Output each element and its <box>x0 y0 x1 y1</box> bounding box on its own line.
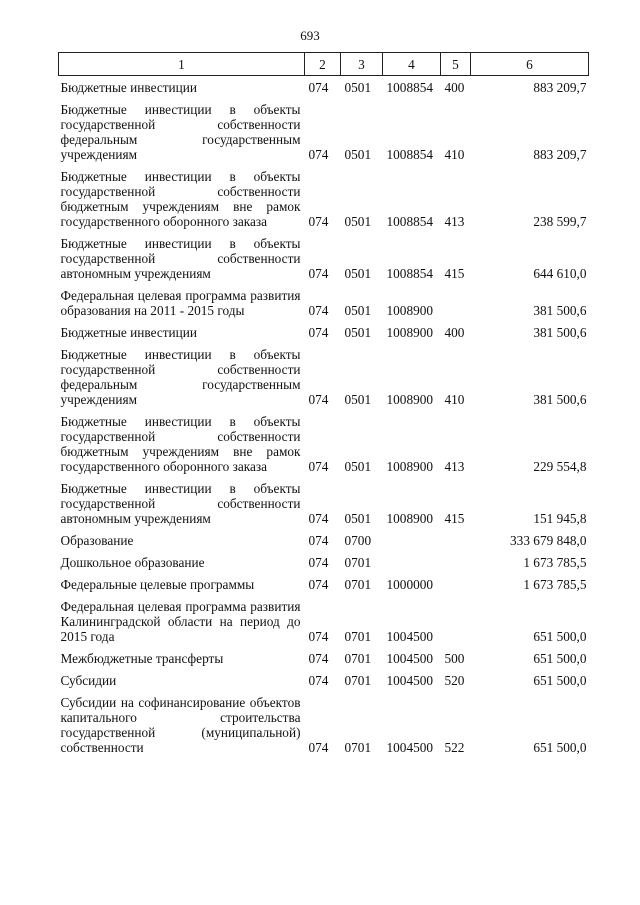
table-row <box>59 669 589 691</box>
header-col-4: 4 <box>383 53 441 76</box>
row-name: Межбюджетные трансферты <box>60 651 224 666</box>
row-ministry-code: 074 <box>308 577 329 592</box>
row-type-code <box>441 573 471 595</box>
row-target-code: 1004500 <box>386 673 434 688</box>
table-row <box>59 573 589 595</box>
row-ministry-code: 074 <box>308 325 329 340</box>
table-row <box>59 551 589 573</box>
row-name: Бюджетные инвестиции <box>60 325 198 340</box>
row-target-code: 1008900 <box>386 511 434 526</box>
row-type-code: 413 <box>444 459 465 474</box>
row-target-code: 1008900 <box>386 303 434 318</box>
header-col-6: 6 <box>471 53 589 76</box>
row-amount: 883 209,7 <box>533 147 587 162</box>
row-name: Бюджетные инвестиции в объекты государственной собственности бюджетным учреждениям вне рамок государственного оборонного заказа <box>60 414 301 474</box>
row-amount: 1 673 785,5 <box>523 577 587 592</box>
header-col-3: 3 <box>341 53 383 76</box>
row-amount: 151 945,8 <box>533 511 587 526</box>
table-row <box>59 284 589 321</box>
row-ministry-code: 074 <box>308 629 329 644</box>
row-amount: 381 500,6 <box>533 392 587 407</box>
row-section-code: 0701 <box>344 555 372 570</box>
row-ministry-code: 074 <box>308 303 329 318</box>
row-amount: 238 599,7 <box>533 214 587 229</box>
row-amount: 381 500,6 <box>533 325 587 340</box>
table-header <box>59 53 589 76</box>
row-ministry-code: 074 <box>308 740 329 755</box>
row-type-code <box>441 595 471 647</box>
row-ministry-code: 074 <box>308 511 329 526</box>
row-target-code: 1004500 <box>386 629 434 644</box>
header-row <box>59 53 589 76</box>
row-ministry-code: 074 <box>308 533 329 548</box>
row-ministry-code: 074 <box>308 555 329 570</box>
table-row <box>59 98 589 165</box>
row-section-code: 0501 <box>344 325 372 340</box>
row-type-code: 415 <box>444 511 465 526</box>
table-row <box>59 410 589 477</box>
row-amount: 651 500,0 <box>533 629 587 644</box>
row-section-code: 0701 <box>344 673 372 688</box>
row-target-code: 1000000 <box>386 577 434 592</box>
row-type-code <box>441 529 471 551</box>
row-amount: 651 500,0 <box>533 651 587 666</box>
row-type-code: 400 <box>444 325 465 340</box>
row-section-code: 0701 <box>344 651 372 666</box>
row-section-code: 0501 <box>344 511 372 526</box>
row-amount: 229 554,8 <box>533 459 587 474</box>
row-target-code: 1008854 <box>386 147 434 162</box>
row-name: Бюджетные инвестиции в объекты государственной собственности автономным учреждениям <box>60 236 301 281</box>
row-section-code: 0700 <box>344 533 372 548</box>
row-type-code <box>441 284 471 321</box>
row-ministry-code: 074 <box>308 80 329 95</box>
row-target-code <box>383 529 441 551</box>
row-section-code: 0501 <box>344 147 372 162</box>
row-section-code: 0501 <box>344 266 372 281</box>
row-ministry-code: 074 <box>308 459 329 474</box>
row-type-code: 500 <box>444 651 465 666</box>
row-name: Бюджетные инвестиции в объекты государственной собственности федеральным государственным учреждениям <box>60 102 301 162</box>
row-name: Федеральная целевая программа развития образования на 2011 - 2015 годы <box>60 288 301 318</box>
row-amount: 1 673 785,5 <box>523 555 587 570</box>
row-target-code: 1008854 <box>386 214 434 229</box>
table-row <box>59 595 589 647</box>
row-name: Федеральные целевые программы <box>60 577 255 592</box>
row-amount: 651 500,0 <box>533 740 587 755</box>
row-type-code: 520 <box>444 673 465 688</box>
row-ministry-code: 074 <box>308 673 329 688</box>
row-section-code: 0701 <box>344 740 372 755</box>
row-amount: 381 500,6 <box>533 303 587 318</box>
row-type-code: 400 <box>444 80 465 95</box>
row-target-code: 1008900 <box>386 459 434 474</box>
row-amount: 883 209,7 <box>533 80 587 95</box>
row-ministry-code: 074 <box>308 651 329 666</box>
row-section-code: 0501 <box>344 80 372 95</box>
row-target-code: 1008900 <box>386 325 434 340</box>
row-type-code <box>441 551 471 573</box>
row-name: Бюджетные инвестиции <box>60 80 198 95</box>
row-target-code: 1004500 <box>386 740 434 755</box>
row-section-code: 0501 <box>344 214 372 229</box>
row-name: Бюджетные инвестиции в объекты государственной собственности бюджетным учреждениям вне рамок государственного оборонного заказа <box>60 169 301 229</box>
table-row <box>59 691 589 758</box>
row-type-code: 415 <box>444 266 465 281</box>
row-section-code: 0501 <box>344 392 372 407</box>
row-target-code <box>383 551 441 573</box>
row-target-code: 1004500 <box>386 651 434 666</box>
header-col-1: 1 <box>59 53 305 76</box>
table-row <box>59 165 589 232</box>
row-name: Бюджетные инвестиции в объекты государственной собственности автономным учреждениям <box>60 481 301 526</box>
row-type-code: 410 <box>444 392 465 407</box>
table-body <box>59 76 589 759</box>
table-row <box>59 647 589 669</box>
row-name: Федеральная целевая программа развития Калининградской области на период до 2015 года <box>60 599 301 644</box>
table-row <box>59 477 589 529</box>
table-row <box>59 76 589 99</box>
row-section-code: 0501 <box>344 303 372 318</box>
row-name: Дошкольное образование <box>60 555 205 570</box>
header-col-5: 5 <box>441 53 471 76</box>
row-amount: 651 500,0 <box>533 673 587 688</box>
row-target-code: 1008900 <box>386 392 434 407</box>
row-ministry-code: 074 <box>308 147 329 162</box>
row-target-code: 1008854 <box>386 266 434 281</box>
row-name: Субсидии <box>60 673 117 688</box>
row-amount: 644 610,0 <box>533 266 587 281</box>
table-row <box>59 529 589 551</box>
table-row <box>59 232 589 284</box>
row-section-code: 0701 <box>344 629 372 644</box>
row-ministry-code: 074 <box>308 392 329 407</box>
row-ministry-code: 074 <box>308 266 329 281</box>
header-col-2: 2 <box>305 53 341 76</box>
row-ministry-code: 074 <box>308 214 329 229</box>
row-name: Субсидии на софинансирование объектов капитального строительства государственной (муниципальной) собственности <box>60 695 301 755</box>
table-row <box>59 343 589 410</box>
row-type-code: 522 <box>444 740 465 755</box>
row-type-code: 410 <box>444 147 465 162</box>
row-target-code: 1008854 <box>386 80 434 95</box>
row-type-code: 413 <box>444 214 465 229</box>
row-name: Бюджетные инвестиции в объекты государственной собственности федеральным государственным учреждениям <box>60 347 301 407</box>
budget-table <box>58 52 589 758</box>
row-amount: 333 679 848,0 <box>510 533 587 548</box>
table-row <box>59 321 589 343</box>
row-name: Образование <box>60 533 134 548</box>
row-section-code: 0501 <box>344 459 372 474</box>
page-number: 693 <box>300 28 320 43</box>
row-section-code: 0701 <box>344 577 372 592</box>
